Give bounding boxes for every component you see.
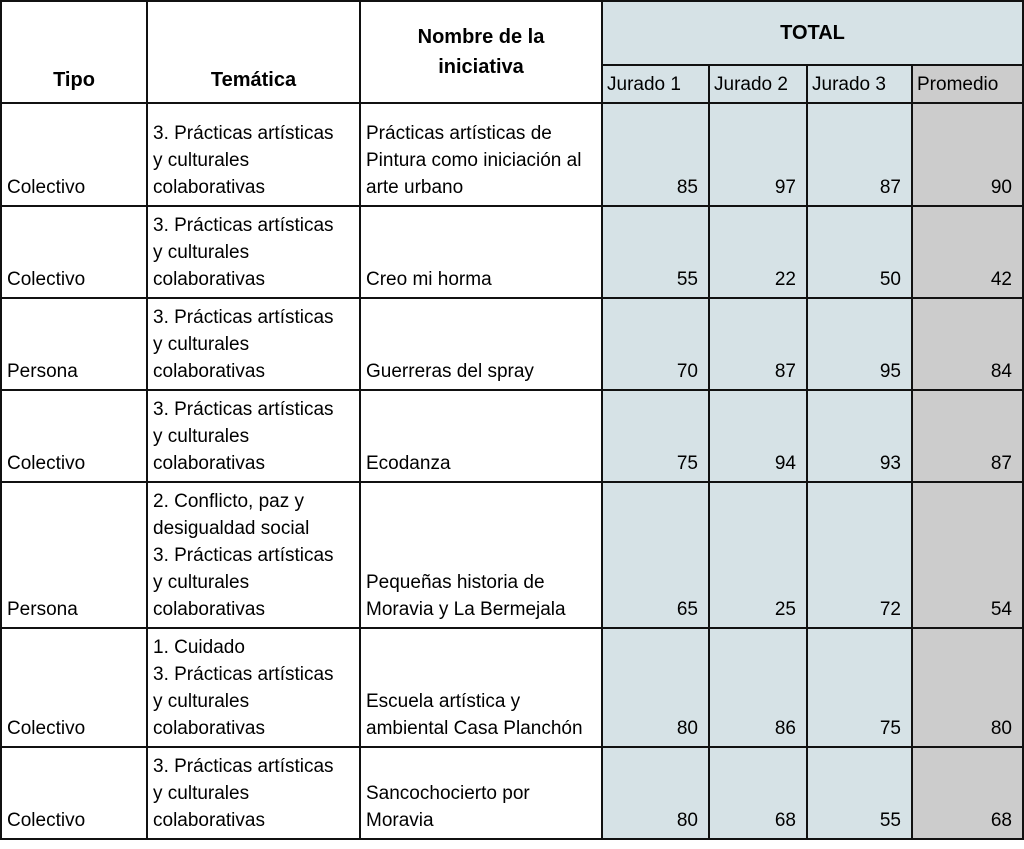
cell-nombre [360, 747, 602, 839]
cell-nombre-line: Escuela artística y [366, 691, 521, 712]
cell-jurado-2: 86 [709, 628, 807, 747]
header-nombre-line: iniciativa [438, 56, 524, 78]
cell-tematica-line: colaborativas [153, 269, 265, 290]
cell-nombre [360, 390, 602, 482]
cell-tematica [147, 298, 360, 390]
cell-tematica-line: y culturales [153, 242, 250, 263]
cell-tematica-line: colaborativas [153, 177, 265, 198]
cell-nombre [360, 103, 602, 206]
cell-tipo: Colectivo [1, 103, 147, 206]
cell-tematica-line: colaborativas [153, 718, 265, 739]
cell-tipo: Persona [1, 298, 147, 390]
cell-jurado-2: 22 [709, 206, 807, 298]
cell-jurado-2: 94 [709, 390, 807, 482]
header-promedio: Promedio [912, 65, 1023, 103]
cell-tematica [147, 628, 360, 747]
cell-tipo: Colectivo [1, 390, 147, 482]
table-body [1, 103, 1023, 839]
cell-nombre [360, 206, 602, 298]
cell-tematica-line: colaborativas [153, 599, 265, 620]
cell-jurado-3: 93 [807, 390, 912, 482]
cell-nombre-line: Sancochocierto por [366, 783, 530, 804]
cell-tematica-line: 3. Prácticas artísticas [153, 215, 334, 236]
cell-tipo: Colectivo [1, 628, 147, 747]
cell-tematica [147, 390, 360, 482]
cell-jurado-1: 55 [602, 206, 709, 298]
cell-jurado-2: 68 [709, 747, 807, 839]
cell-nombre [360, 298, 602, 390]
cell-jurado-2: 87 [709, 298, 807, 390]
cell-jurado-3: 95 [807, 298, 912, 390]
cell-nombre [360, 628, 602, 747]
cell-tipo: Colectivo [1, 747, 147, 839]
header-nombre-line: Nombre de la [417, 26, 545, 48]
table-row [1, 482, 1023, 628]
cell-jurado-3: 55 [807, 747, 912, 839]
cell-promedio: 42 [912, 206, 1023, 298]
cell-nombre [360, 482, 602, 628]
table-row [1, 103, 1023, 206]
cell-tematica [147, 747, 360, 839]
cell-jurado-1: 65 [602, 482, 709, 628]
cell-tematica-line: y culturales [153, 334, 250, 355]
table-header [1, 1, 1023, 103]
cell-tematica-line: 3. Prácticas artísticas [153, 756, 334, 777]
table-row [1, 298, 1023, 390]
cell-tematica-line: y culturales [153, 426, 250, 447]
header-tipo: Tipo [1, 1, 147, 103]
cell-nombre-line: Prácticas artísticas de [366, 123, 552, 144]
cell-nombre-line: Pequeñas historia de [366, 572, 545, 593]
cell-nombre-line: Moravia [366, 810, 434, 831]
table-row [1, 206, 1023, 298]
cell-tematica-line: colaborativas [153, 810, 265, 831]
cell-nombre-line: Guerreras del spray [366, 361, 534, 382]
cell-tematica-line: 2. Conflicto, paz y [153, 491, 305, 512]
cell-promedio: 84 [912, 298, 1023, 390]
table-row [1, 390, 1023, 482]
cell-tematica-line: 3. Prácticas artísticas [153, 399, 334, 420]
cell-tematica [147, 103, 360, 206]
header-jurado-3: Jurado 3 [807, 65, 912, 103]
table-row [1, 747, 1023, 839]
cell-tipo: Colectivo [1, 206, 147, 298]
cell-tematica-line: 3. Prácticas artísticas [153, 123, 334, 144]
cell-jurado-1: 70 [602, 298, 709, 390]
cell-promedio: 80 [912, 628, 1023, 747]
cell-jurado-1: 80 [602, 747, 709, 839]
cell-nombre-line: arte urbano [366, 177, 464, 198]
cell-promedio: 68 [912, 747, 1023, 839]
cell-jurado-3: 50 [807, 206, 912, 298]
header-total: TOTAL [602, 1, 1023, 65]
cell-tematica-line: desigualdad social [153, 518, 310, 539]
cell-tematica-line: colaborativas [153, 453, 265, 474]
cell-jurado-3: 72 [807, 482, 912, 628]
cell-jurado-1: 80 [602, 628, 709, 747]
cell-jurado-3: 87 [807, 103, 912, 206]
cell-tematica [147, 482, 360, 628]
header-nombre [360, 1, 602, 103]
cell-jurado-2: 25 [709, 482, 807, 628]
cell-tematica-line: y culturales [153, 691, 250, 712]
cell-tematica [147, 206, 360, 298]
cell-tematica-line: 1. Cuidado [153, 637, 245, 658]
cell-nombre-line: Pintura como iniciación al [366, 150, 582, 171]
cell-tipo: Persona [1, 482, 147, 628]
cell-jurado-2: 97 [709, 103, 807, 206]
header-jurado-1: Jurado 1 [602, 65, 709, 103]
table-row [1, 628, 1023, 747]
cell-nombre-line: Creo mi horma [366, 269, 492, 290]
cell-nombre-line: ambiental Casa Planchón [366, 718, 583, 739]
cell-tematica-line: 3. Prácticas artísticas [153, 664, 334, 685]
cell-tematica-line: y culturales [153, 783, 250, 804]
cell-nombre-line: Ecodanza [366, 453, 451, 474]
cell-jurado-1: 75 [602, 390, 709, 482]
cell-jurado-3: 75 [807, 628, 912, 747]
cell-tematica-line: y culturales [153, 150, 250, 171]
cell-promedio: 54 [912, 482, 1023, 628]
header-tematica: Temática [147, 1, 360, 103]
cell-promedio: 90 [912, 103, 1023, 206]
header-jurado-2: Jurado 2 [709, 65, 807, 103]
cell-tematica-line: colaborativas [153, 361, 265, 382]
cell-tematica-line: 3. Prácticas artísticas [153, 545, 334, 566]
cell-promedio: 87 [912, 390, 1023, 482]
cell-tematica-line: y culturales [153, 572, 250, 593]
cell-jurado-1: 85 [602, 103, 709, 206]
cell-nombre-line: Moravia y La Bermejala [366, 599, 566, 620]
cell-tematica-line: 3. Prácticas artísticas [153, 307, 334, 328]
